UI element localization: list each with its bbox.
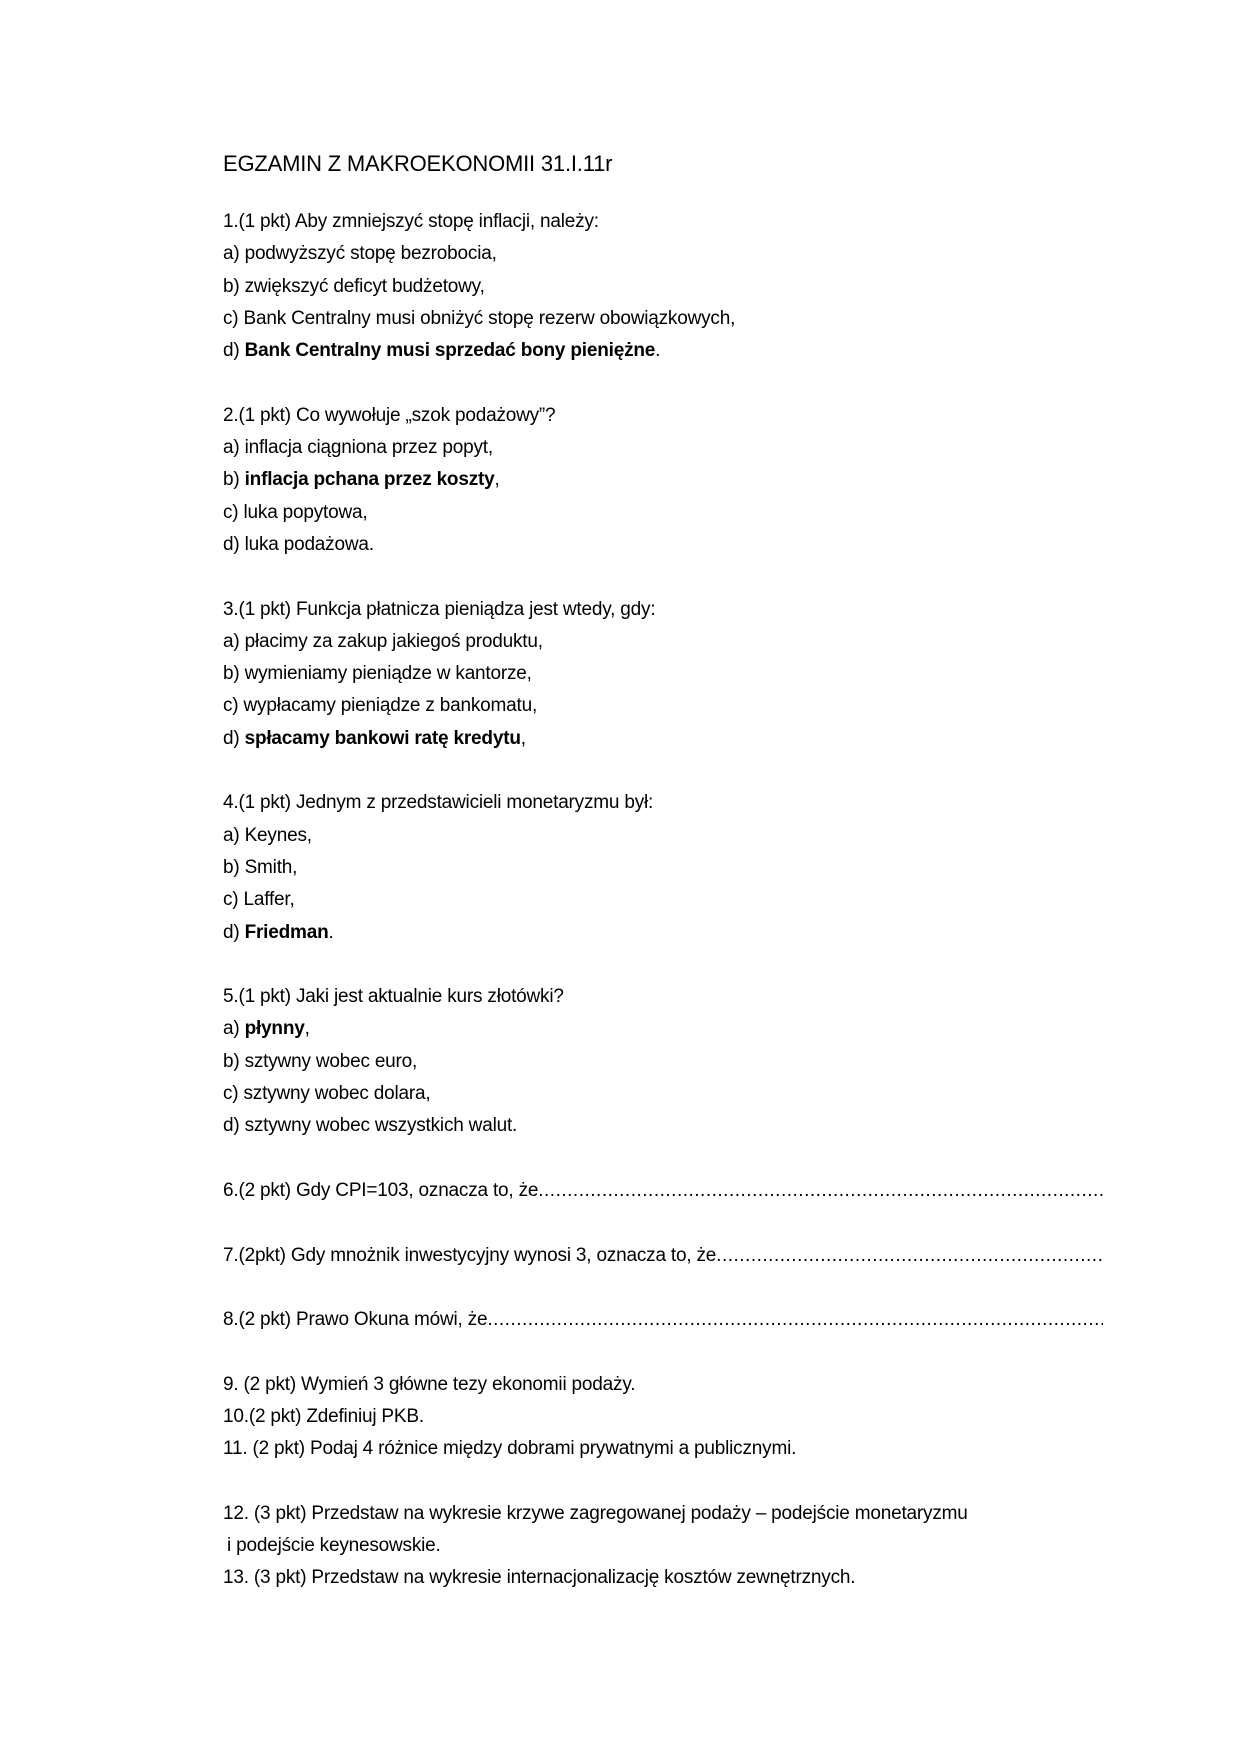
- question-10: 10.(2 pkt) Zdefiniuj PKB.: [223, 1405, 424, 1427]
- question-8: [223, 1304, 1103, 1336]
- answer-dotted-line: [716, 1240, 1103, 1272]
- q3-option-d: [223, 723, 1103, 755]
- q4-option-a: a) Keynes,: [223, 824, 312, 846]
- q1-option-d: [223, 335, 1103, 367]
- spacer: [223, 1207, 1103, 1239]
- question-12: 12. (3 pkt) Przedstaw na wykresie krzywe zagregowanej podaży – podejście monetaryzmu: [223, 1502, 968, 1524]
- q4-option-c: c) Laffer,: [223, 889, 295, 911]
- q2-option-c: c) luka popytowa,: [223, 501, 368, 523]
- q4-option-d-prefix: d): [223, 921, 245, 943]
- q5-option-a-suffix: ,: [304, 1018, 310, 1040]
- spacer: [223, 949, 1103, 981]
- question-13: 13. (3 pkt) Przedstaw na wykresie internacjonalizację kosztów zewnętrznych.: [223, 1567, 856, 1589]
- spacer: [223, 561, 1103, 593]
- q3-option-b: b) wymieniamy pieniądze w kantorze,: [223, 663, 532, 685]
- question-5: 5.(1 pkt) Jaki jest aktualnie kurs złotówki?: [223, 986, 564, 1008]
- question-8-text: 8.(2 pkt) Prawo Okuna mówi, że: [223, 1309, 488, 1331]
- q3-correct-answer: spłacamy bankowi ratę kredytu: [244, 727, 521, 749]
- q5-option-a: [223, 1013, 1103, 1045]
- q1-option-b: b) zwiększyć deficyt budżetowy,: [223, 275, 485, 297]
- q4-option-d: [223, 917, 1103, 949]
- q2-correct-answer: inflacja pchana przez koszty: [244, 469, 495, 491]
- spacer: [223, 755, 1103, 787]
- q1-option-a: a) podwyższyć stopę bezrobocia,: [223, 243, 497, 265]
- spacer: [223, 367, 1103, 399]
- question-11: 11. (2 pkt) Podaj 4 różnice między dobrami prywatnymi a publicznymi.: [223, 1438, 797, 1460]
- exam-title: EGZAMIN Z MAKROEKONOMII 31.I.11r: [223, 151, 613, 176]
- question-2: 2.(1 pkt) Co wywołuje „szok podażowy”?: [223, 404, 556, 426]
- q3-option-d-prefix: d): [223, 727, 245, 749]
- answer-dotted-line: [487, 1304, 1103, 1336]
- question-1: 1.(1 pkt) Aby zmniejszyć stopę inflacji, należy:: [223, 211, 599, 232]
- q1-correct-answer: Bank Centralny musi sprzedać bony pieniężne: [244, 340, 656, 362]
- q2-option-a: a) inflacja ciągniona przez popyt,: [223, 437, 493, 459]
- q5-option-d: d) sztywny wobec wszystkich walut.: [223, 1115, 518, 1137]
- q2-option-b: [223, 464, 1103, 496]
- q2-option-d: d) luka podażowa.: [223, 533, 374, 555]
- q5-option-b: b) sztywny wobec euro,: [223, 1050, 418, 1072]
- question-3: 3.(1 pkt) Funkcja płatnicza pieniądza jest wtedy, gdy:: [223, 598, 656, 620]
- question-12-continuation: i podejście keynesowskie.: [227, 1535, 441, 1557]
- q1-option-c: c) Bank Centralny musi obniżyć stopę rezerw obowiązkowych,: [223, 307, 736, 329]
- exam-content: [223, 148, 1103, 1595]
- q1-option-d-prefix: d): [223, 340, 245, 362]
- q5-option-a-prefix: a): [223, 1018, 245, 1040]
- question-6-text: 6.(2 pkt) Gdy CPI=103, oznacza to, że: [223, 1179, 539, 1201]
- q2-option-b-suffix: ,: [494, 469, 500, 491]
- q4-option-d-suffix: .: [328, 921, 334, 943]
- spacer: [223, 1143, 1103, 1175]
- q5-correct-answer: płynny: [244, 1018, 305, 1040]
- question-7-text: 7.(2pkt) Gdy mnożnik inwestycyjny wynosi 3, oznacza to, że: [223, 1244, 717, 1266]
- q5-option-c: c) sztywny wobec dolara,: [223, 1083, 431, 1105]
- question-9: 9. (2 pkt) Wymień 3 główne tezy ekonomii podaży.: [223, 1373, 636, 1395]
- spacer: [223, 1336, 1103, 1368]
- q4-option-b: b) Smith,: [223, 856, 298, 878]
- spacer: [223, 1466, 1103, 1498]
- question-4: 4.(1 pkt) Jednym z przedstawicieli monetaryzmu był:: [223, 792, 654, 814]
- question-6: [223, 1175, 1103, 1207]
- question-7: [223, 1240, 1103, 1272]
- q1-option-d-suffix: .: [655, 340, 661, 362]
- q3-option-d-suffix: ,: [520, 727, 526, 749]
- answer-dotted-line: [538, 1175, 1103, 1207]
- spacer: [223, 1272, 1103, 1304]
- q3-option-c: c) wypłacamy pieniądze z bankomatu,: [223, 695, 538, 717]
- q3-option-a: a) płacimy za zakup jakiegoś produktu,: [223, 630, 543, 652]
- q2-option-b-prefix: b): [223, 469, 245, 491]
- q4-correct-answer: Friedman: [244, 921, 329, 943]
